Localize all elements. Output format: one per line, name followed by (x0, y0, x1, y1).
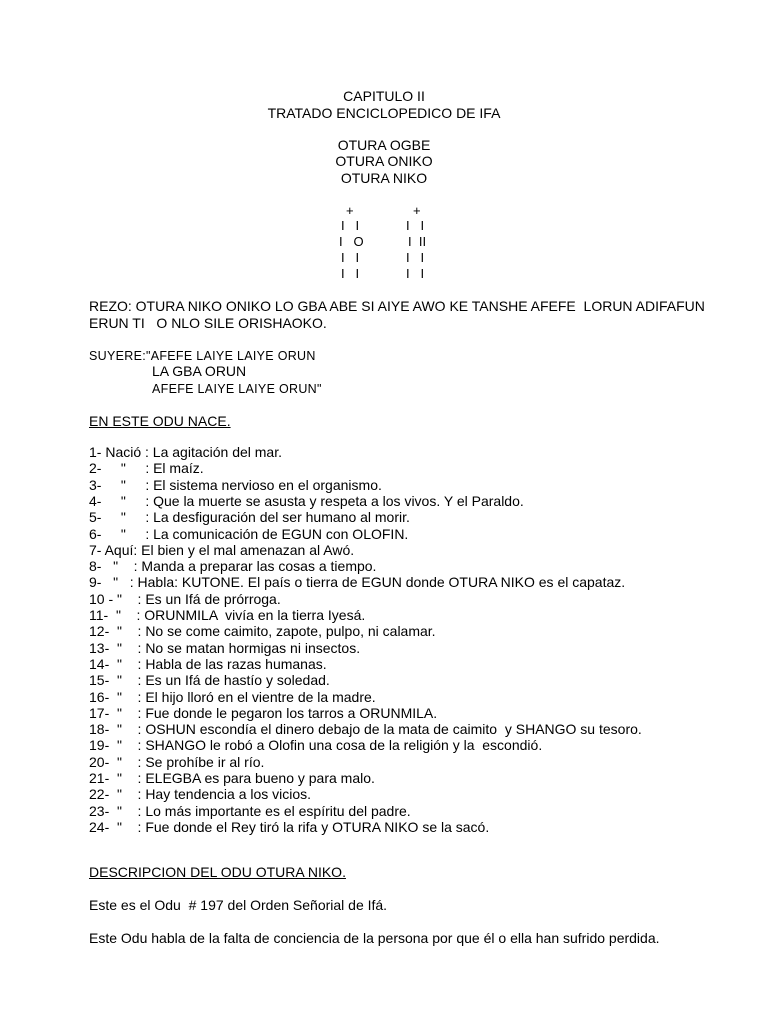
descripcion-paragraph-1: Este es el Odu # 197 del Orden Señorial de Ifá. (89, 897, 388, 913)
list-item: 11- " : ORUNMILA vivía en la tierra Iyesá. (89, 607, 366, 623)
sign-left-mark: + (346, 203, 354, 218)
descripcion-paragraph-2: Este Odu habla de la falta de conciencia de la persona por que él o ella han sufrido perdida. (89, 930, 660, 946)
sign-left-mark: I I (341, 266, 360, 281)
chapter-title: CAPITULO II (343, 88, 425, 104)
sign-right-mark: I I (406, 218, 425, 233)
sign-left-mark: I I (341, 218, 360, 233)
list-item: 17- " : Fue donde le pegaron los tarros a ORUNMILA. (89, 704, 438, 721)
list-item: 22- " : Hay tendencia a los vicios. (89, 786, 312, 803)
list-item: 9- " : Habla: KUTONE. El país o tierra de EGUN donde OTURA NIKO es el capataz. (89, 574, 626, 591)
suyere-line-1: SUYERE:"AFEFE LAIYE LAIYE ORUN (89, 349, 316, 363)
list-item: 3- " : El sistema nervioso en el organismo. (89, 476, 382, 493)
list-item: 23- " : Lo más importante es el espíritu del padre. (89, 802, 411, 819)
rezo-line-1: REZO: OTURA NIKO ONIKO LO GBA ABE SI AIYE AWO KE TANSHE AFEFE LORUN ADIFAFUN (89, 298, 705, 314)
list-item: 14- " : Habla de las razas humanas. (89, 655, 327, 672)
treatise-title: TRATADO ENCICLOPEDICO DE IFA (267, 105, 501, 121)
list-item: 7- Aquí: El bien y el mal amenazan al Awó. (89, 541, 355, 558)
list-item: 5- " : La desfiguración del ser humano al morir. (89, 509, 410, 526)
sign-right-mark: I I (406, 250, 425, 265)
list-item: 15- " : Es un Ifá de hastío y soledad. (89, 672, 330, 689)
list-item: 21- " : ELEGBA es para bueno y para malo. (89, 770, 375, 786)
odu-name-2: OTURA ONIKO (335, 153, 433, 169)
sign-left-mark: I O (339, 234, 364, 249)
odu-name-3: OTURA NIKO (340, 170, 428, 186)
suyere-line-2: LA GBA ORUN (152, 363, 247, 379)
list-item: 19- " : SHANGO le robó a Olofin una cosa de la religión y la escondió. (89, 737, 543, 754)
rezo-line-2: ERUN TI O NLO SILE ORISHAOKO. (89, 315, 327, 331)
list-item: 4- " : Que la muerte se asusta y respeta a los vivos. Y el Paraldo. (89, 492, 524, 509)
odu-name-1: OTURA OGBE (337, 137, 431, 153)
descripcion-heading: DESCRIPCION DEL ODU OTURA NIKO. (89, 864, 346, 880)
list-item: 24- " : Fue donde el Rey tiró la rifa y OTURA NIKO se la sacó. (89, 818, 490, 835)
list-item: 16- " : El hijo lloró en el vientre de la madre. (89, 688, 376, 705)
list-item: 13- " : No se matan hormigas ni insectos. (89, 639, 361, 656)
list-item: 8- " : Manda a preparar las cosas a tiempo. (89, 558, 377, 575)
sign-right-mark: I II (408, 234, 427, 249)
list-item: 10 - " : Es un Ifá de prórroga. (89, 590, 281, 607)
list-item: 1- Nació : La agitación del mar. (89, 444, 282, 460)
suyere-line-3: AFEFE LAIYE LAIYE ORUN" (152, 382, 322, 396)
list-item: 20- " : Se prohíbe ir al río. (89, 753, 265, 770)
list-item: 12- " : No se come caimito, zapote, pulpo, ni calamar. (89, 623, 436, 640)
sign-right-mark: + (413, 203, 421, 218)
sign-right-mark: I I (406, 266, 425, 281)
nace-heading: EN ESTE ODU NACE. (89, 413, 231, 429)
sign-left-mark: I I (341, 250, 360, 265)
list-item: 18- " : OSHUN escondía el dinero debajo de la mata de caimito y SHANGO su tesoro. (89, 721, 642, 738)
list-item: 2- " : El maíz. (89, 460, 204, 477)
list-item: 6- " : La comunicación de EGUN con OLOFIN. (89, 525, 409, 542)
